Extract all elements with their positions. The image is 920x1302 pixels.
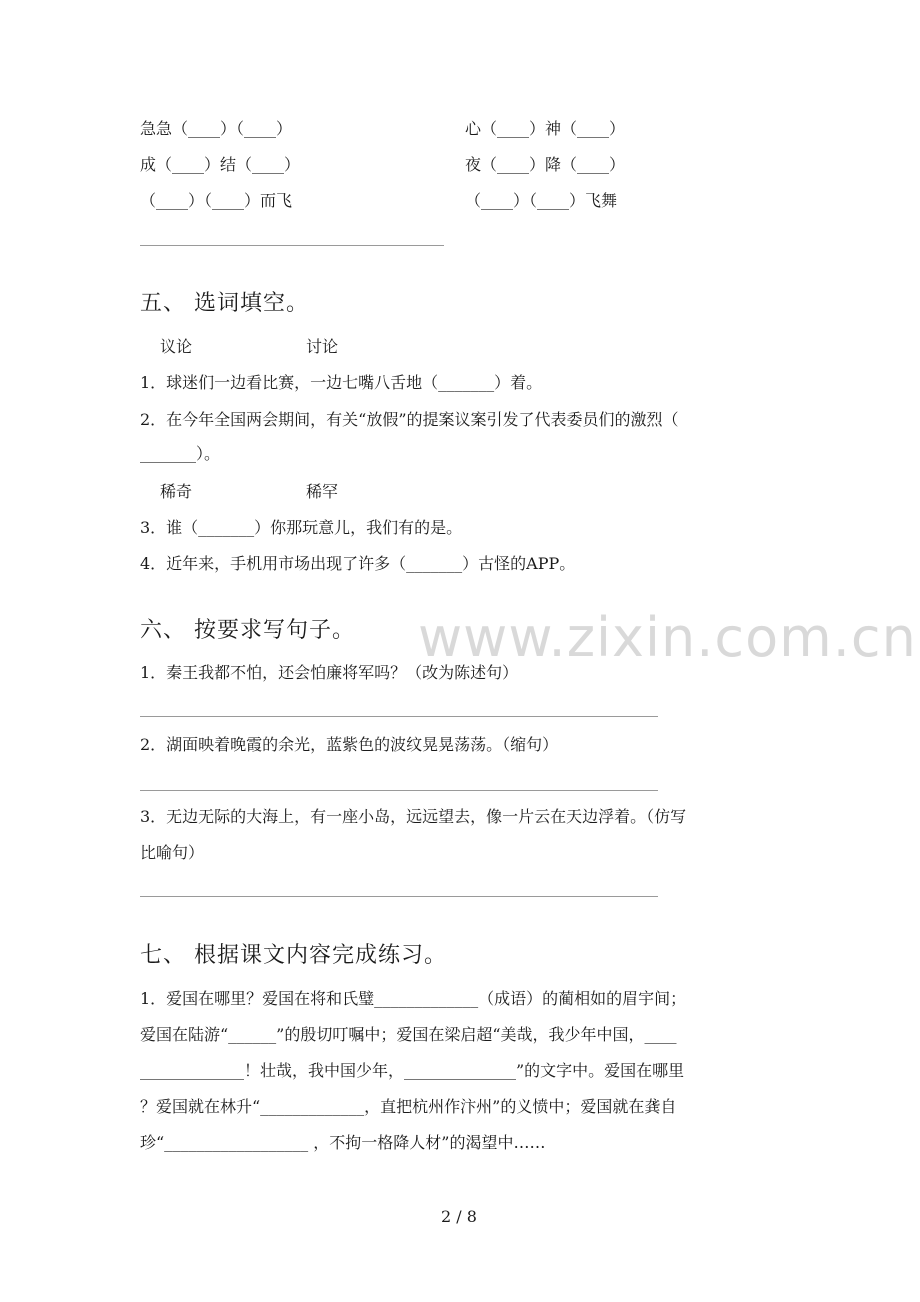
word-option-yilun: 议论: [160, 337, 193, 356]
word-option-taolun: 讨论: [306, 337, 339, 356]
word-option-xiqi: 稀奇: [160, 482, 193, 501]
question-5-1: 1．球迷们一边看比赛，一边七嘴八舌地（_______）着。: [140, 373, 543, 392]
idiom-right-2: 夜（____）降（____）: [465, 155, 626, 174]
answer-line-6-1: [140, 716, 658, 717]
answer-line-6-3: [140, 896, 658, 897]
divider-line: [140, 245, 444, 246]
idiom-left-1: 急急（____）（____）: [140, 119, 293, 138]
passage-line-2: 爱国在陆游“______”的殷切叮嘱中；爱国在梁启超“美哉，我少年中国，____: [140, 1025, 677, 1044]
page-number: 2 / 8: [441, 1207, 477, 1226]
question-6-3-line1: 3．无边无际的大海上，有一座小岛，远远望去，像一片云在天边浮着。（仿写: [140, 807, 687, 826]
watermark: www.zixin.com.cn: [418, 606, 917, 669]
passage-line-4: ？爱国就在林升“_____________，直把杭州作汴州”的义愤中；爱国就在龚自: [140, 1097, 677, 1116]
idiom-left-2: 成（____）结（____）: [140, 155, 301, 174]
passage-line-5: 珍“__________________ ，不拘一格降人材”的渴望中……: [140, 1133, 546, 1152]
passage-line-1: 1．爱国在哪里？爱国在将和氏璧_____________（成语）的蔺相如的眉宇间；: [140, 989, 687, 1008]
question-6-2: 2．湖面映着晚霞的余光，蓝紫色的波纹晃晃荡荡。（缩句）: [140, 735, 559, 754]
question-5-4: 4．近年来，手机用市场出现了许多（_______）古怪的APP。: [140, 554, 576, 573]
section-5-heading: 五、 选词填空。: [140, 291, 309, 316]
question-5-3: 3．谁（_______）你那玩意儿，我们有的是。: [140, 518, 463, 537]
question-5-2-line2: _______）。: [140, 444, 221, 463]
question-5-2-line1: 2．在今年全国两会期间，有关“放假”的提案议案引发了代表委员们的激烈（: [140, 410, 679, 429]
idiom-right-3: （____）（____）飞舞: [465, 191, 618, 210]
section-6-heading: 六、 按要求写句子。: [140, 618, 355, 643]
passage-line-3: _____________！壮哉，我中国少年，______________”的文字中。爱国在哪里: [140, 1061, 685, 1080]
idiom-right-1: 心（____）神（____）: [465, 119, 626, 138]
question-6-1: 1．秦王我都不怕，还会怕廉将军吗？（改为陈述句）: [140, 663, 519, 682]
answer-line-6-2: [140, 790, 658, 791]
word-option-xihan: 稀罕: [306, 482, 339, 501]
section-7-heading: 七、 根据课文内容完成练习。: [140, 943, 447, 968]
question-6-3-line2: 比喻句）: [140, 843, 205, 862]
idiom-left-3: （____）（____）而飞: [140, 191, 293, 210]
